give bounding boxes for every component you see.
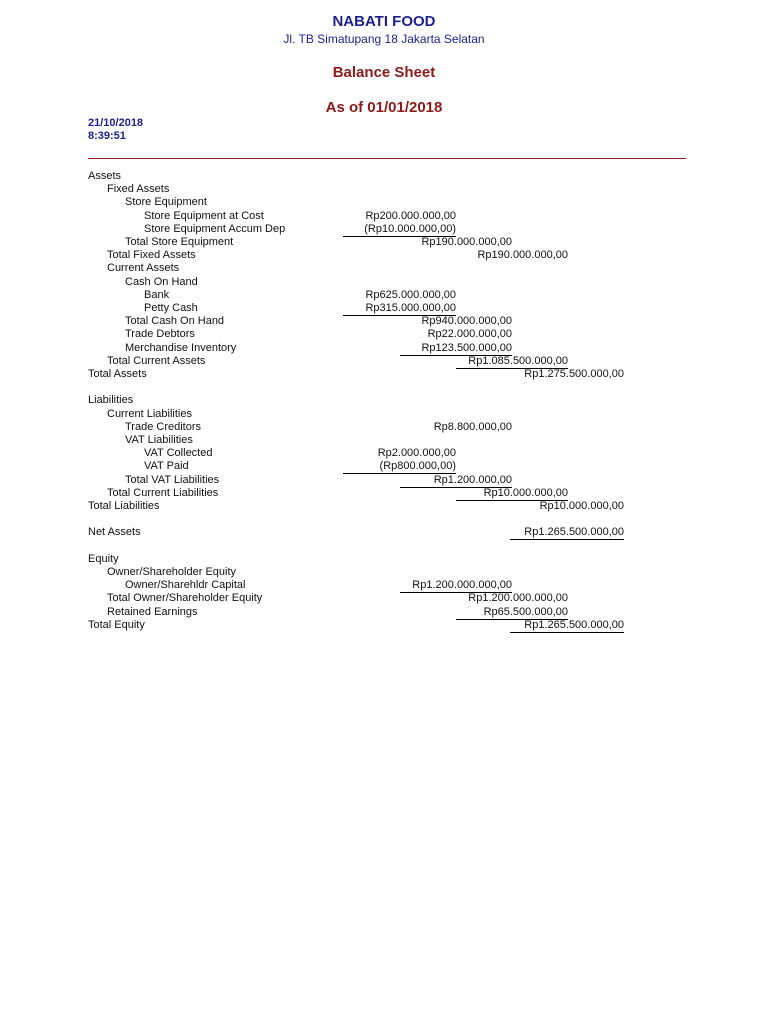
row-amount: Rp1.265.500.000,00 (524, 526, 624, 539)
row-amount: Rp10.000.000,00 (483, 486, 568, 499)
balance-row (0, 210, 768, 223)
row-label: VAT Paid (144, 460, 189, 473)
row-amount: Rp123.500.000,00 (421, 341, 512, 354)
row-label: Retained Earnings (107, 605, 198, 618)
row-label: Equity (88, 552, 119, 565)
balance-row (0, 566, 768, 579)
row-amount: (Rp800.000,00) (379, 460, 456, 473)
row-label: Bank (144, 288, 170, 301)
row-label: Total Fixed Assets (107, 249, 196, 262)
row-label: Trade Debtors (125, 328, 195, 341)
balance-row (0, 236, 768, 249)
row-label: Petty Cash (144, 302, 198, 314)
row-label: Total Cash On Hand (125, 315, 225, 328)
amount-underline (510, 632, 624, 633)
row-label: Total VAT Liabilities (125, 473, 220, 486)
balance-row (0, 328, 768, 341)
company-address: Jl. TB Simatupang 18 Jakarta Selatan (283, 32, 485, 46)
row-amount: Rp65.500.000,00 (483, 605, 568, 618)
balance-row (0, 619, 768, 632)
balance-row (0, 302, 768, 315)
row-amount: Rp940.000.000,00 (421, 315, 512, 328)
row-label: Liabilities (88, 394, 134, 407)
row-amount: Rp1.200.000,00 (433, 473, 512, 486)
row-amount: (Rp10.000.000,00) (364, 222, 456, 235)
row-label: Fixed Assets (107, 183, 170, 196)
print-date: 21/10/2018 (88, 117, 144, 129)
balance-row (0, 183, 768, 196)
row-label: Owner/Sharehldr Capital (125, 579, 246, 592)
row-label: Total Current Liabilities (107, 486, 219, 499)
balance-row (0, 487, 768, 500)
blank-row (0, 513, 768, 526)
row-label: Merchandise Inventory (125, 341, 237, 354)
balance-row (0, 394, 768, 407)
row-label: VAT Liabilities (125, 434, 193, 446)
balance-row (0, 276, 768, 289)
balance-row (0, 196, 768, 209)
row-amount: Rp190.000.000,00 (477, 249, 568, 262)
row-amount: Rp1.200.000.000,00 (412, 579, 512, 592)
row-amount: Rp1.265.500.000,00 (524, 618, 624, 631)
row-label: Store Equipment Accum Dep (144, 222, 286, 235)
row-amount: Rp315.000.000,00 (365, 302, 456, 314)
balance-row (0, 408, 768, 421)
row-amount: Rp2.000.000,00 (377, 447, 456, 460)
row-label: Store Equipment at Cost (144, 209, 264, 222)
row-amount: Rp190.000.000,00 (421, 236, 512, 248)
company-name: NABATI FOOD (332, 13, 436, 30)
header-divider (88, 158, 686, 159)
balance-row (0, 421, 768, 434)
row-label: Total Liabilities (88, 500, 160, 512)
blank-row (0, 381, 768, 394)
row-label: Total Assets (88, 368, 147, 380)
row-amount: Rp10.000.000,00 (539, 500, 624, 512)
row-label: VAT Collected (144, 447, 213, 460)
balance-row (0, 500, 768, 513)
row-amount: Rp1.085.500.000,00 (468, 354, 568, 367)
balance-row (0, 262, 768, 275)
balance-row (0, 474, 768, 487)
row-label: Trade Creditors (125, 420, 202, 433)
row-amount: Rp625.000.000,00 (365, 288, 456, 301)
balance-row (0, 289, 768, 302)
row-label: Total Owner/Shareholder Equity (107, 592, 263, 605)
balance-row (0, 249, 768, 262)
row-amount: Rp8.800.000,00 (433, 420, 512, 433)
balance-row (0, 447, 768, 460)
report-as-of-date: As of 01/01/2018 (325, 99, 443, 116)
balance-row (0, 434, 768, 447)
row-label: Total Equity (88, 618, 145, 631)
balance-row (0, 579, 768, 592)
row-amount: Rp22.000.000,00 (427, 328, 512, 341)
balance-row (0, 223, 768, 236)
row-amount: Rp1.200.000.000,00 (468, 592, 568, 605)
row-label: Assets (88, 170, 122, 182)
balance-row (0, 368, 768, 381)
row-label: Current Liabilities (107, 407, 192, 420)
balance-row (0, 355, 768, 368)
balance-row (0, 553, 768, 566)
row-label: Total Current Assets (107, 354, 206, 367)
balance-row (0, 460, 768, 473)
print-time: 8:39:51 (88, 130, 126, 142)
row-label: Current Assets (107, 262, 180, 275)
row-amount: Rp1.275.500.000,00 (524, 368, 624, 380)
balance-row (0, 315, 768, 328)
row-label: Net Assets (88, 526, 141, 539)
report-title: Balance Sheet (332, 64, 436, 81)
row-amount: Rp200.000.000,00 (365, 209, 456, 222)
balance-row (0, 592, 768, 605)
row-label: Owner/Shareholder Equity (107, 566, 237, 578)
balance-row (0, 342, 768, 355)
balance-row (0, 526, 768, 539)
row-label: Cash On Hand (125, 275, 198, 288)
blank-row (0, 540, 768, 553)
row-label: Total Store Equipment (125, 236, 234, 248)
balance-row (0, 170, 768, 183)
balance-row (0, 606, 768, 619)
row-label: Store Equipment (125, 196, 207, 209)
